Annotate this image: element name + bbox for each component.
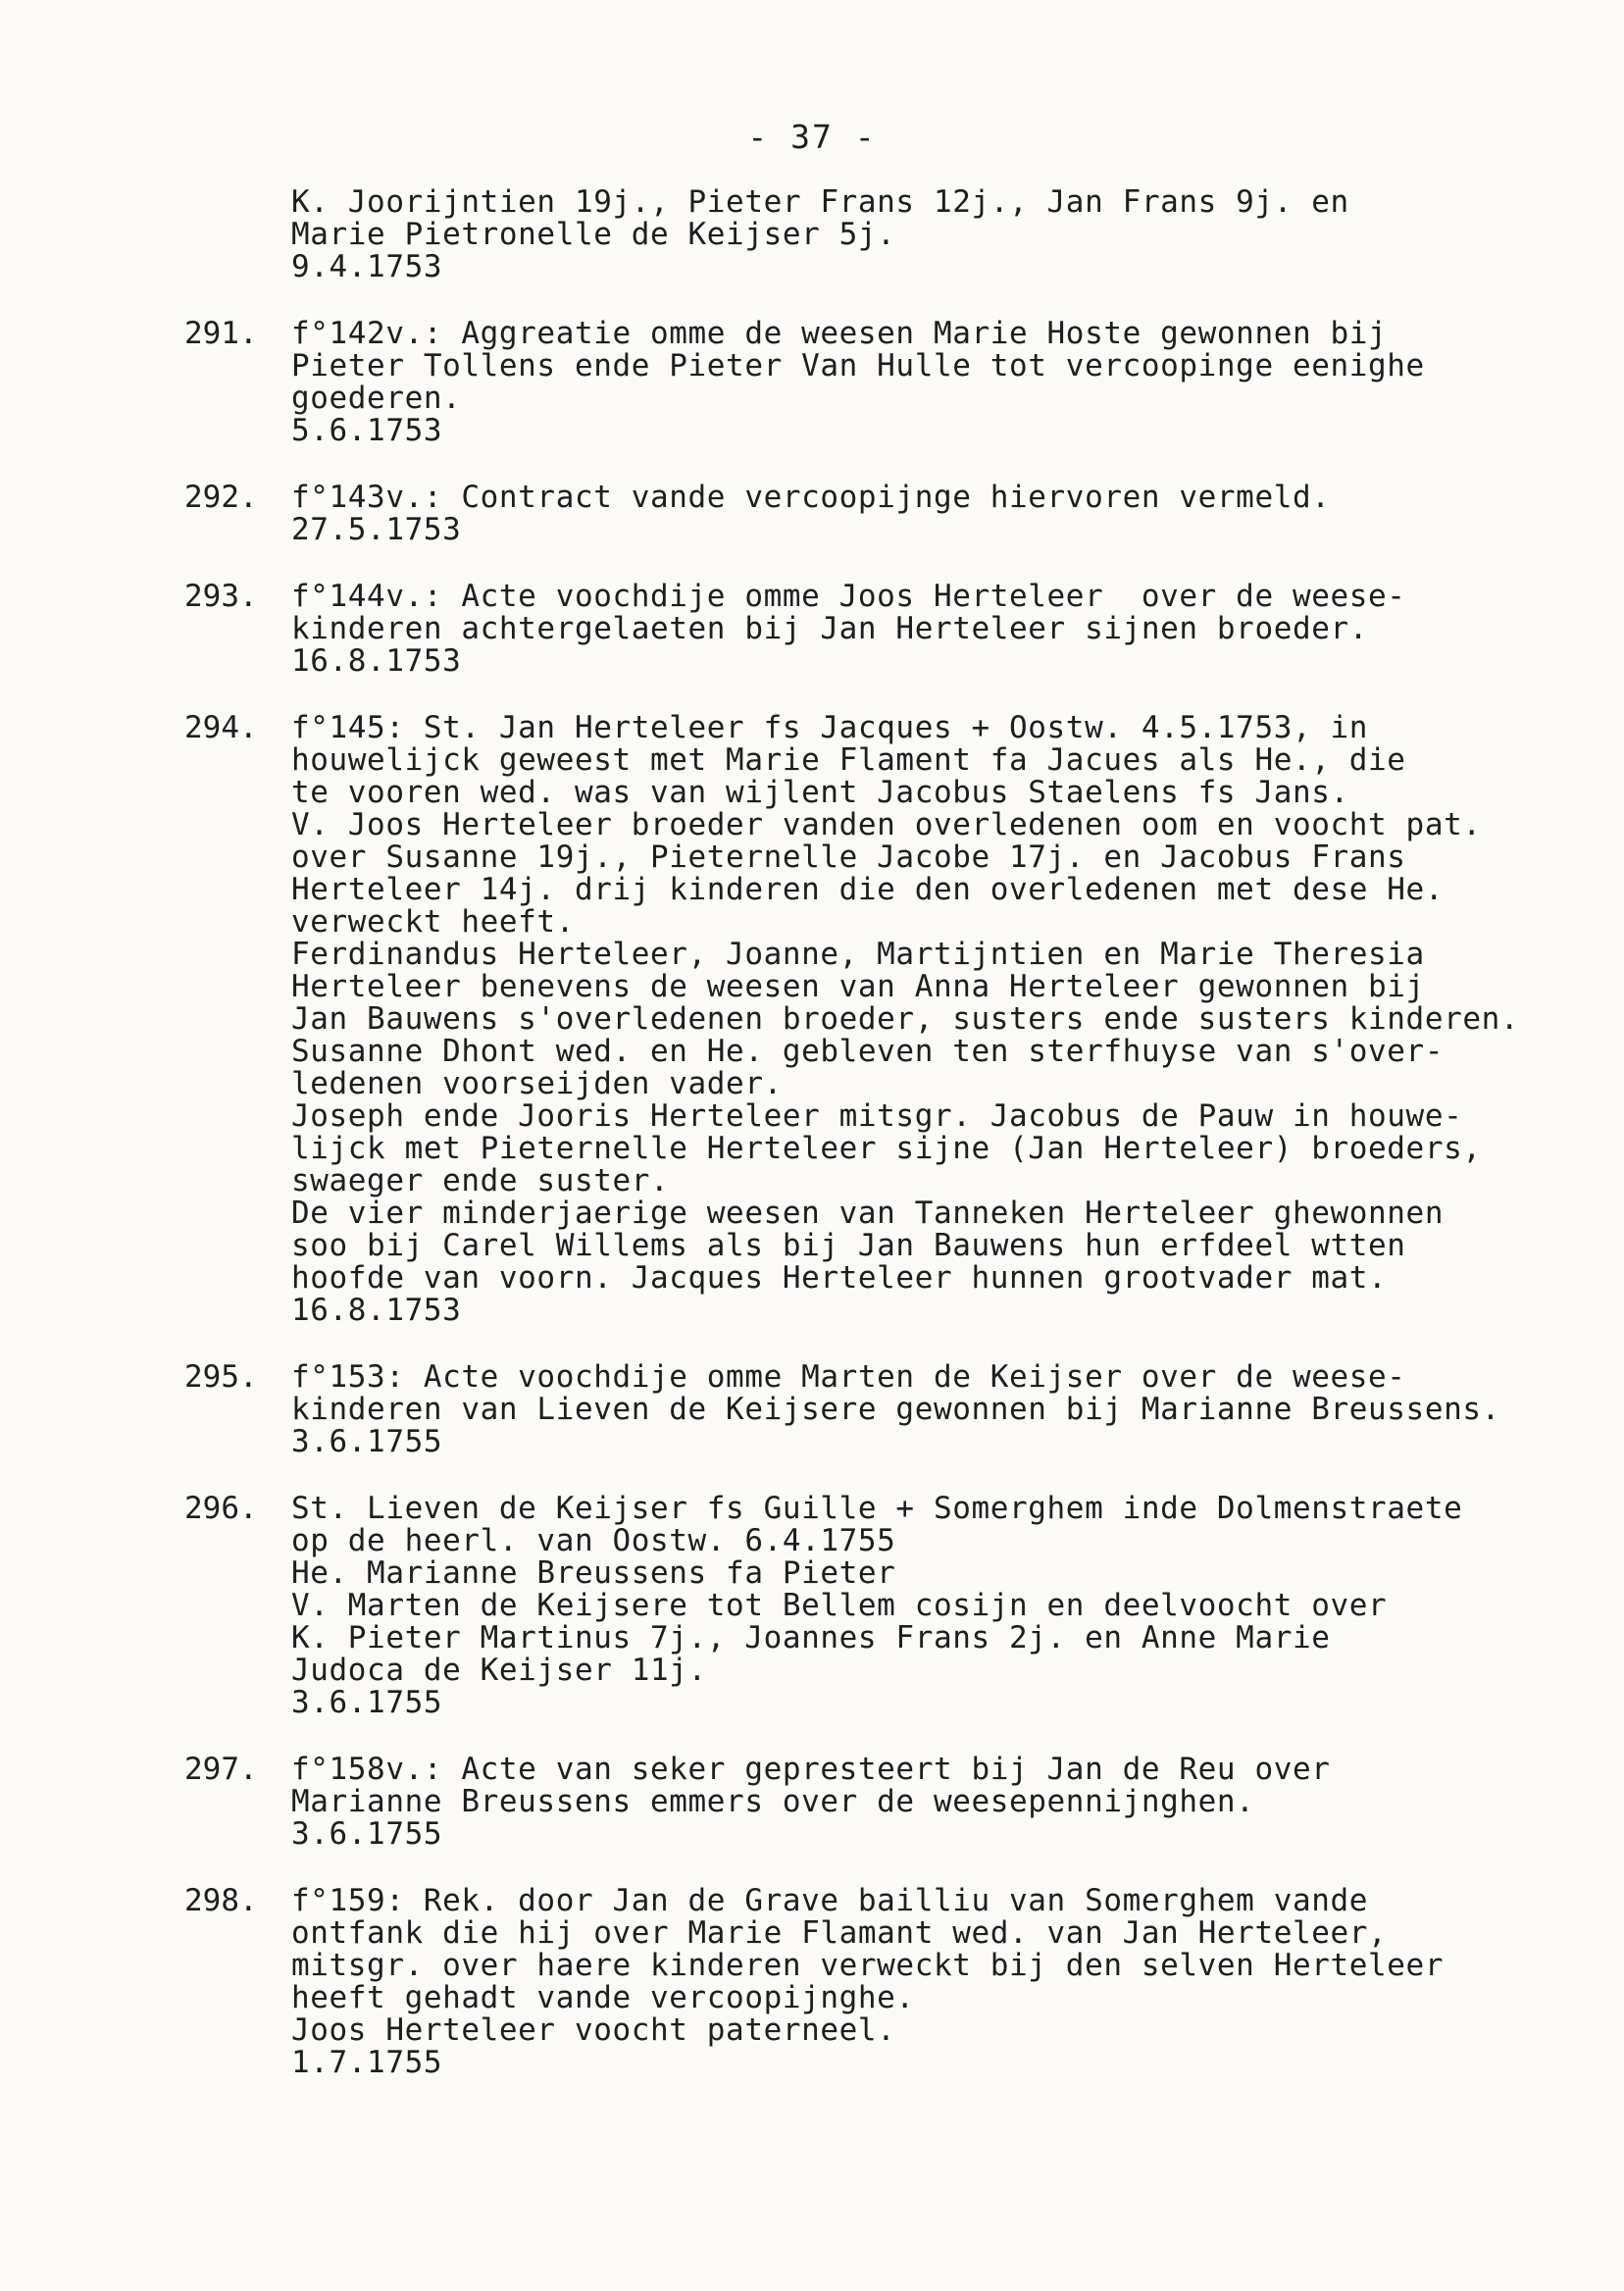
- text-line: kinderen van Lieven de Keijsere gewonnen bij Marianne Breussens.: [291, 1392, 1500, 1427]
- text-line: verweckt heeft.: [291, 904, 575, 940]
- text-line: f°143v.: Contract vande vercoopijnge hiervoren vermeld.: [291, 480, 1331, 515]
- entry-number: 292.: [184, 480, 258, 515]
- text-line: hoofde van voorn. Jacques Herteleer hunnen grootvader mat.: [291, 1260, 1388, 1296]
- text-line: houwelijck geweest met Marie Flament fa Jacues als He., die: [291, 742, 1406, 778]
- text-line: V. Joos Herteleer broeder vanden overledenen oom en voocht pat.: [291, 807, 1482, 842]
- text-line: swaeger ende suster.: [291, 1163, 670, 1198]
- entry-continuation: [186, 186, 1599, 283]
- text-line: lijck met Pieternelle Herteleer sijne (Jan Herteleer) broeders,: [291, 1131, 1482, 1166]
- text-line: 3.6.1755: [291, 1424, 443, 1459]
- text-line: 16.8.1753: [291, 1293, 462, 1328]
- text-line: De vier minderjaerige weesen van Tanneken Herteleer ghewonnen: [291, 1196, 1445, 1231]
- text-line: f°158v.: Acte van seker gepresteert bij Jan de Reu over: [291, 1752, 1331, 1787]
- text-line: 3.6.1755: [291, 1685, 443, 1720]
- text-line: 27.5.1753: [291, 512, 462, 547]
- entry-298: [186, 1885, 1599, 2079]
- entry-number: 294.: [184, 710, 258, 745]
- text-line: 16.8.1753: [291, 643, 462, 679]
- text-line: 3.6.1755: [291, 1816, 443, 1852]
- text-line: f°142v.: Aggreatie omme de weesen Marie Hoste gewonnen bij: [291, 316, 1388, 351]
- entry-number: 298.: [184, 1883, 258, 1918]
- text-line: Joseph ende Jooris Herteleer mitsgr. Jacobus de Pauw in houwe-: [291, 1098, 1463, 1134]
- text-line: K. Pieter Martinus 7j., Joannes Frans 2j. en Anne Marie: [291, 1620, 1331, 1655]
- text-line: over Susanne 19j., Pieternelle Jacobe 17j. en Jacobus Frans: [291, 840, 1406, 875]
- text-line: Herteleer benevens de weesen van Anna Herteleer gewonnen bij: [291, 969, 1425, 1004]
- text-line: goederen.: [291, 381, 462, 416]
- text-line: 1.7.1755: [291, 2045, 443, 2080]
- entry-number: 295.: [184, 1359, 258, 1395]
- text-line: f°145: St. Jan Herteleer fs Jacques + Oostw. 4.5.1753, in: [291, 710, 1369, 745]
- entry-297: [186, 1754, 1599, 1851]
- text-line: heeft gehadt vande vercoopijnghe.: [291, 1980, 915, 2015]
- text-line: f°153: Acte voochdije omme Marten de Keijser over de weese-: [291, 1359, 1406, 1395]
- document-body: [186, 186, 1599, 2113]
- entry-294: [186, 712, 1599, 1327]
- text-line: V. Marten de Keijsere tot Bellem cosijn en deelvoocht over: [291, 1588, 1388, 1623]
- text-line: soo bij Carel Willems als bij Jan Bauwens hun erfdeel wtten: [291, 1228, 1406, 1263]
- entry-296: [186, 1493, 1599, 1719]
- entry-number: 297.: [184, 1752, 258, 1787]
- text-line: f°144v.: Acte voochdije omme Joos Herteleer over de weese-: [291, 579, 1406, 614]
- text-line: op de heerl. van Oostw. 6.4.1755: [291, 1523, 896, 1558]
- entry-293: [186, 581, 1599, 678]
- text-line: He. Marianne Breussens fa Pieter: [291, 1555, 896, 1591]
- text-line: te vooren wed. was van wijlent Jacobus Staelens fs Jans.: [291, 775, 1349, 810]
- text-line: Marie Pietronelle de Keijser 5j.: [291, 217, 896, 252]
- text-line: Herteleer 14j. drij kinderen die den overledenen met dese He.: [291, 872, 1445, 907]
- text-line: Pieter Tollens ende Pieter Van Hulle tot vercoopinge eenighe: [291, 348, 1425, 383]
- entry-295: [186, 1361, 1599, 1458]
- text-line: f°159: Rek. door Jan de Grave bailliu van Somerghem vande: [291, 1883, 1369, 1918]
- text-line: Marianne Breussens emmers over de weesepennijnghen.: [291, 1784, 1255, 1819]
- entry-number: 296.: [184, 1491, 258, 1526]
- text-line: ontfank die hij over Marie Flamant wed. van Jan Herteleer,: [291, 1915, 1388, 1951]
- text-line: Jan Bauwens s'overledenen broeder, susters ende susters kinderen.: [291, 1001, 1520, 1037]
- text-line: Judoca de Keijser 11j.: [291, 1653, 707, 1688]
- entry-number: 291.: [184, 316, 258, 351]
- entry-number: 293.: [184, 579, 258, 614]
- text-line: St. Lieven de Keijser fs Guille + Somerghem inde Dolmenstraete: [291, 1491, 1463, 1526]
- text-line: Susanne Dhont wed. en He. gebleven ten sterfhuyse van s'over-: [291, 1034, 1445, 1069]
- entry-292: [186, 482, 1599, 546]
- text-line: mitsgr. over haere kinderen verweckt bij den selven Herteleer: [291, 1948, 1445, 1983]
- text-line: 5.6.1753: [291, 413, 443, 448]
- text-line: Joos Herteleer voocht paterneel.: [291, 2012, 896, 2048]
- page-number: - 37 -: [747, 118, 877, 156]
- entry-291: [186, 318, 1599, 447]
- text-line: ledenen voorseijden vader.: [291, 1066, 783, 1101]
- text-line: K. Joorijntien 19j., Pieter Frans 12j., Jan Frans 9j. en: [291, 184, 1349, 220]
- text-line: kinderen achtergelaeten bij Jan Herteleer sijnen broeder.: [291, 611, 1369, 646]
- text-line: Ferdinandus Herteleer, Joanne, Martijntien en Marie Theresia: [291, 937, 1425, 972]
- text-line: 9.4.1753: [291, 249, 443, 284]
